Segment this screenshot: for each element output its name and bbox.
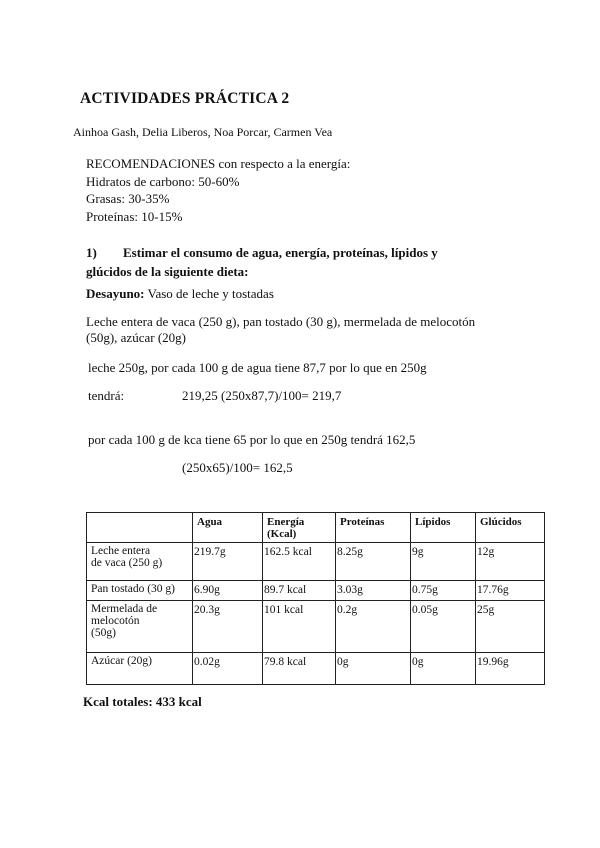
nutrition-table bbox=[86, 512, 545, 685]
authors: Ainhoa Gash, Delia Liberos, Noa Porcar, Carmen Vea bbox=[73, 125, 333, 139]
water-line: leche 250g, por cada 100 g de agua tiene 87,7 por lo que en 250g bbox=[88, 360, 427, 375]
recommendation-fats: Grasas: 30-35% bbox=[86, 191, 170, 206]
value-cell: 0g bbox=[336, 653, 411, 685]
value-cell: 0g bbox=[411, 653, 476, 685]
items-line-2: (50g), azúcar (20g) bbox=[86, 330, 186, 345]
breakfast-label: Desayuno: bbox=[86, 286, 145, 301]
items-text bbox=[86, 314, 475, 346]
food-cell: Leche entera de vaca (250 g) bbox=[87, 543, 193, 581]
food-cell: Azúcar (20g) bbox=[87, 653, 193, 685]
value-cell: 0.75g bbox=[411, 581, 476, 601]
page-title: ACTIVIDADES PRÁCTICA 2 bbox=[80, 90, 290, 107]
table-header-cell: Proteínas bbox=[336, 513, 411, 543]
recommendations bbox=[86, 155, 350, 225]
table-header-cell: Agua bbox=[193, 513, 263, 543]
table-header-cell: Energía (Kcal) bbox=[263, 513, 336, 543]
value-cell: 3.03g bbox=[336, 581, 411, 601]
recommendation-heading: RECOMENDACIONES con respecto a la energía: bbox=[86, 156, 351, 171]
tendra-value: 219,25 (250x87,7)/100= 219,7 bbox=[182, 388, 342, 403]
value-cell: 101 kcal bbox=[263, 601, 336, 653]
table-row bbox=[87, 601, 545, 653]
breakfast-text: Vaso de leche y tostadas bbox=[147, 286, 274, 301]
kcal-line: por cada 100 g de kca tiene 65 por lo que en 250g tendrá 162,5 bbox=[88, 432, 416, 447]
table-header-cell: Glúcidos bbox=[476, 513, 545, 543]
value-cell: 9g bbox=[411, 543, 476, 581]
food-cell: Pan tostado (30 g) bbox=[87, 581, 193, 601]
table-header-cell: Lípidos bbox=[411, 513, 476, 543]
recommendation-carbs: Hidratos de carbono: 50-60% bbox=[86, 173, 240, 189]
items-line-1: Leche entera de vaca (250 g), pan tostado (30 g), mermelada de melocotón bbox=[86, 314, 476, 329]
table-header-row bbox=[87, 513, 545, 543]
question-1 bbox=[86, 243, 438, 281]
value-cell: 219.7g bbox=[193, 543, 263, 581]
value-cell: 89.7 kcal bbox=[263, 581, 336, 601]
value-cell: 162.5 kcal bbox=[263, 543, 336, 581]
food-cell: Mermelada de melocotón (50g) bbox=[87, 601, 193, 653]
question-number: 1) bbox=[86, 245, 97, 260]
value-cell: 19.96g bbox=[476, 653, 545, 685]
table-row bbox=[87, 653, 545, 685]
value-cell: 17.76g bbox=[476, 581, 545, 601]
breakfast bbox=[86, 286, 274, 302]
kcal-total: Kcal totales: 433 kcal bbox=[83, 694, 202, 709]
value-cell: 25g bbox=[476, 601, 545, 653]
question-line-1: Estimar el consumo de agua, energía, proteínas, lípidos y bbox=[123, 245, 438, 260]
value-cell: 0.2g bbox=[336, 601, 411, 653]
value-cell: 6.90g bbox=[193, 581, 263, 601]
value-cell: 12g bbox=[476, 543, 545, 581]
tendra-label: tendrá: bbox=[88, 388, 125, 403]
value-cell: 0.05g bbox=[411, 601, 476, 653]
value-cell: 0.02g bbox=[193, 653, 263, 685]
value-cell: 20.3g bbox=[193, 601, 263, 653]
table-header-cell bbox=[87, 513, 193, 543]
value-cell: 8.25g bbox=[336, 543, 411, 581]
kcal-calc: (250x65)/100= 162,5 bbox=[182, 460, 293, 475]
question-line-2: glúcidos de la siguiente dieta: bbox=[86, 264, 249, 279]
recommendation-proteins: Proteínas: 10-15% bbox=[86, 208, 183, 224]
table-row bbox=[87, 543, 545, 581]
table-row bbox=[87, 581, 545, 601]
value-cell: 79.8 kcal bbox=[263, 653, 336, 685]
